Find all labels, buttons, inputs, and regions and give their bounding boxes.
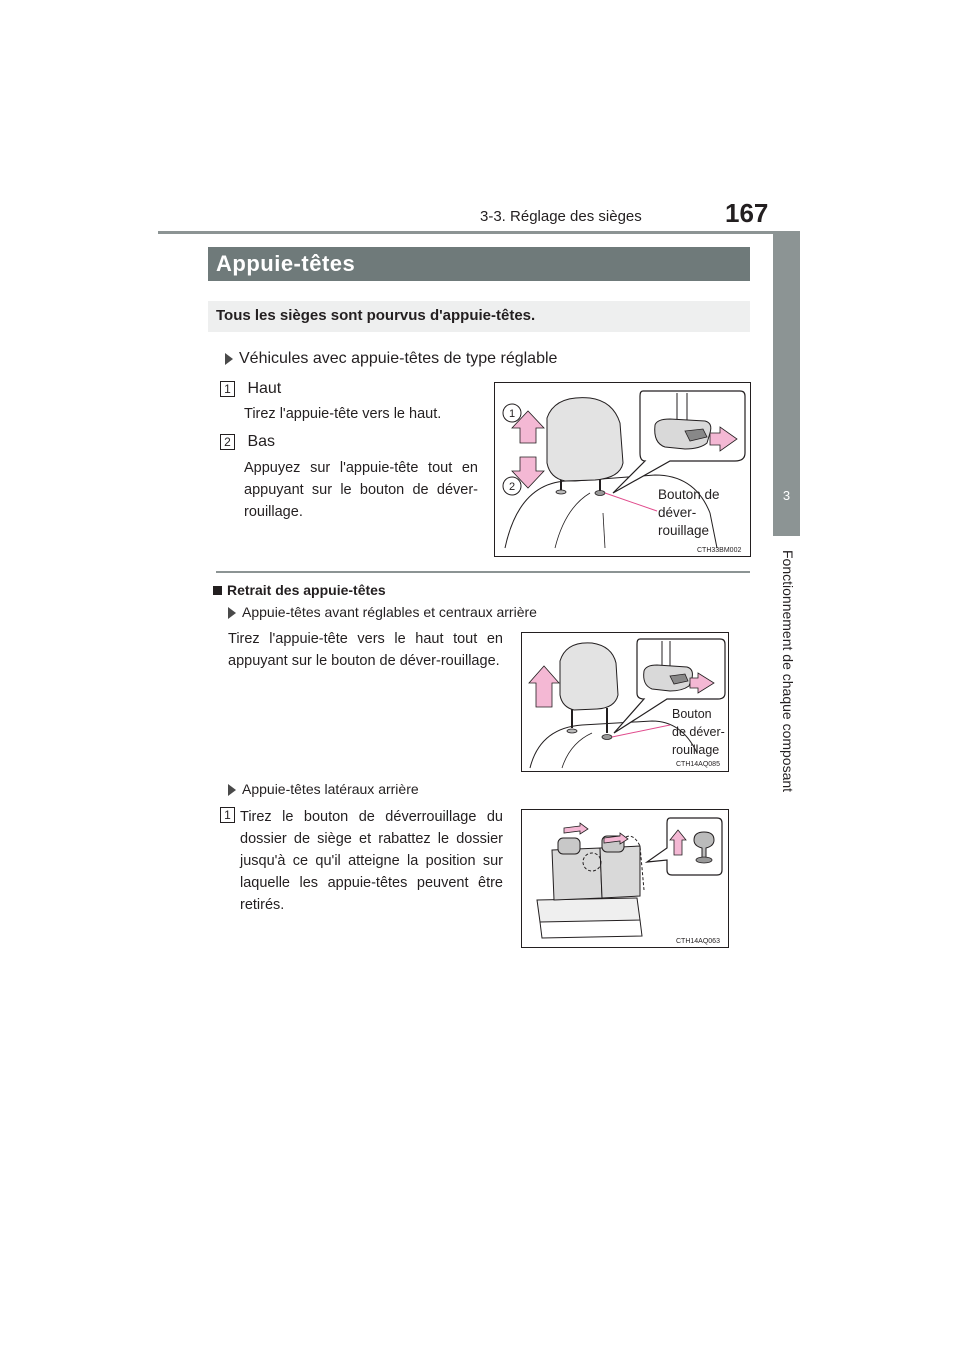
- section-rule: [216, 571, 750, 573]
- rear-bullet: [228, 781, 419, 797]
- chapter-number: 3: [773, 456, 800, 536]
- figure-label-line1: Bouton: [672, 707, 712, 721]
- intro-text: Tous les sièges sont pourvus d'appuie-têtes.: [216, 307, 536, 324]
- triangle-bullet-icon: [228, 607, 236, 619]
- figure-rear-removal: [521, 809, 729, 948]
- triangle-bullet-icon: [225, 353, 233, 365]
- rear-removal-illustration: [522, 810, 728, 947]
- front-bullet: [228, 604, 537, 620]
- step-number: 2: [220, 434, 235, 450]
- headrest-adjust-illustration: [495, 383, 750, 556]
- figure-code: CTH14AQ085: [676, 761, 720, 768]
- step-2-text: Appuyez sur l'appuie-tête tout en appuyant sur le bouton de déver-rouillage.: [244, 460, 478, 520]
- front-text: Tirez l'appuie-tête vers le haut tout en appuyant sur le bouton de déver-rouillage.: [228, 631, 503, 669]
- square-bullet-icon: [213, 586, 222, 595]
- step-title: Bas: [247, 433, 276, 450]
- figure-headrest-adjust: [494, 382, 751, 557]
- adjustable-bullet: [225, 350, 557, 368]
- chapter-title: Fonctionnement de chaque composant: [780, 550, 796, 793]
- section-header: 3-3. Réglage des sièges: [480, 208, 642, 225]
- removal-heading-text: Retrait des appuie-têtes: [227, 582, 386, 598]
- callout-1: 1: [508, 408, 516, 420]
- step-1-text: Tirez l'appuie-tête vers le haut.: [244, 406, 442, 422]
- figure-front-removal: [521, 632, 729, 772]
- figure-label-line1: Bouton de: [658, 487, 720, 502]
- step-number: 1: [220, 381, 235, 397]
- step-title: Haut: [247, 380, 282, 397]
- page-number: 167: [725, 198, 769, 228]
- rear-bullet-text: Appuie-têtes latéraux arrière: [242, 781, 419, 797]
- callout-2: 2: [508, 481, 516, 493]
- step-1: [220, 380, 281, 398]
- figure-label-line2: de déver-: [672, 725, 725, 739]
- page-title: Appuie-têtes: [216, 251, 356, 276]
- front-bullet-text: Appuie-têtes avant réglables et centraux arrière: [242, 604, 537, 620]
- figure-label-line3: rouillage: [658, 523, 710, 538]
- rear-step-number-wrap: [220, 806, 235, 824]
- header-rule: [158, 231, 800, 234]
- rear-text: Tirez le bouton de déverrouillage du dossier de siège et rabattez le dossier jusqu'à ce qu'il atteigne la position sur laquelle les appuie-têtes peuvent être retirés.: [240, 809, 503, 913]
- figure-code: CTH33BM002: [697, 547, 742, 554]
- step-number: 1: [220, 807, 235, 823]
- removal-heading: [213, 582, 386, 598]
- figure-code: CTH14AQ063: [676, 938, 720, 945]
- figure-label-line2: déver-: [658, 505, 697, 520]
- figure-label-line3: rouillage: [672, 743, 720, 757]
- adjustable-bullet-text: Véhicules avec appuie-têtes de type réglable: [239, 350, 558, 367]
- front-removal-illustration: [522, 633, 728, 771]
- side-tab-upper: [773, 234, 800, 456]
- triangle-bullet-icon: [228, 784, 236, 796]
- step-2: [220, 433, 275, 451]
